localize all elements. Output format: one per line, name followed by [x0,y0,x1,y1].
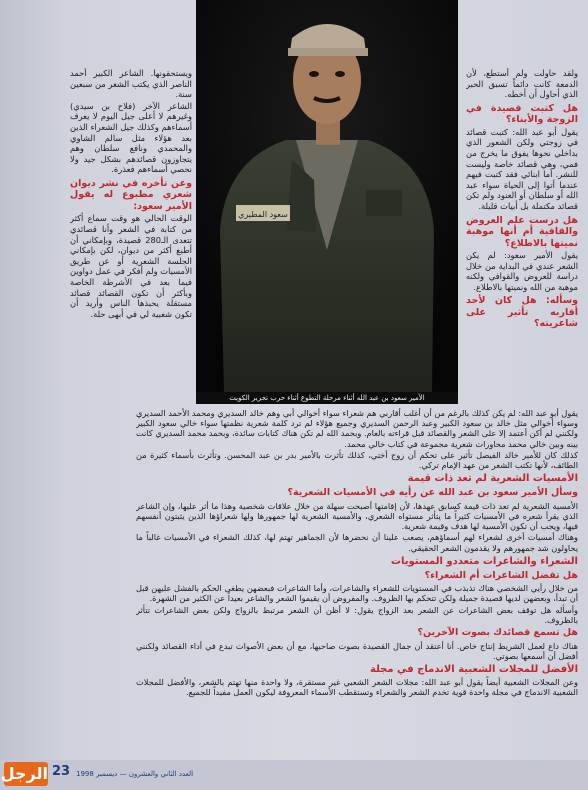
portrait-photo [196,0,458,392]
body-heading-2: الشعراء والشاعرات متعددو المستويات [390,555,578,567]
left-margin [0,0,66,790]
uniform-name-text: سعود المطيري [238,210,288,219]
body-paragraph-7: هناك داع لعمل الشريط إنتاج خاص. أنا أعتقد أن جمال القصيدة بصوت صاحبها، مع أن بعض الأصوات تبدع في أداء القصائد ولكنني أفضل أن أسمعها بصوتي. [136,640,578,661]
body-heading-4: الأفضل للمجلات الشعبية الاندماج في مجلة [370,663,578,675]
right-paragraph-1: ولقد حاولت ولم أستطع، لأن الدمعة كانت دائماً تسبق الحبر الذي أحاول أن أخطه. [466,68,578,100]
photo-caption: الأمير سعود بن عبد الله أثناء مرحلة التطوع أثناء حرب تحرير الكويت [196,392,458,404]
body-heading-1: الأمسيات الشعرية لم تعد ذات قيمة [407,473,578,485]
left-paragraph-1: ويستحقونها. الشاعر الكبير أحمد الناصر الذي يكتب الشعر من سبعين سنة. [70,68,192,100]
right-paragraph-3: يقول الأمير سعود: لم يكن الشعر عندي في البداية من خلال دراسة للعروض والقوافي ولكنه موهبة من الله ونميتها بالاطلاع. [466,250,578,292]
body-subheading-1: وسأل الأمير سعود بن عبد الله عن رأيه في الأمسيات الشعرية؟ [287,487,578,499]
right-text-column [466,68,578,402]
main-article-body [136,408,578,760]
right-paragraph-2: يقول أبو عبد الله: كتبت قصائد في زوجتي ولكن الشعور الذي بداخلي نحوها يفوق ما يخرج من فمي، وهي قصائد خاصة وليست للنشر. أما ابنائي فقد كتبت فيهم عندما أتوا إلى الحياة سواء عبد الله أو سلطان أو العنود ولم تكن قصائد مكتملة بل أبيات قليلة. [466,126,578,211]
body-paragraph-1: يقول أبو عبد الله: لم يكن كذلك بالرغم من أن أغلب أقاربي هم شعراء سواء أخوالي أبي وهم خالد السديري ومحمد الأحمد السديري وسواء أخوالي مثل خالد بن سعود الكبير وعبد الرحمن السديري وجميع هؤلاء لم ترد كلمة شعرية نظمتها سواء خالي سعود الكبير ولكنني لم أكن أعتمد إلا على الشعر والقصائد قبل قراءته بالعام. وبحمد الله لم تكن هناك كتابات سائدة، وبحمد محمد السديري كانت بينه وبين خالي محمد محاورات شعرية مجموعة في كتاب خالي محمد. [136,408,578,449]
body-paragraph-3: الأمسية الشعرية لم تعد ذات قيمة كسابق عهدها، لأن إقامتها أصبحت سهلة من خلال علاقات شخصية وهذا ما أثر عليها، وإن الشاعر الذي يقرأ شعره في الأمسيات كثيراً ما يتأثر مستواه الشعري، والأمسية الشعرية لها جمهورها ولها شعراؤها الذين يثبتون أنفسهم فيها، ويجب أن تكون الأمسية لها هدف وقيمة شعرية. [136,500,578,532]
right-heading-3: وسأله: هل كان لأحد أقاربه تأثير على شاعريته؟ [466,295,578,330]
right-heading-1: هل كتبت قصيدة في الزوجة والأبناء؟ [466,102,578,126]
left-text-column [70,68,192,402]
body-heading-3: هل تسمع قصائدك بصوت الآخرين؟ [417,627,578,639]
left-paragraph-3: الوقت الحالي هو وقت سماع أكثر من كتابة في الشعر وأنا قصائدي تتعدى الـ280 قصيدة، وبإمكاني أن أطبع أكثر من ديوان، لكن بإمكاني الجلسة الشعرية أو عن طريق الأمسيات ولم أفكر في عمل دواوين فيما بعد في الأشرطة الخاصة وبأكثر أن تكون القصائد قصائد مستقلة يحبذها الناس وأريد أن تكون شعبية لي في أبهى حلة. [70,213,192,319]
left-heading: وعن تأخره في نشر ديوان شعري مطبوع له يقول الأمير سعود: [70,177,192,212]
issue-line: العدد الثاني والعشرون — ديسمبر 1998 [76,770,194,778]
right-heading-2: هل درست علم العروض والقافية أم أنها موهبة نميتها بالاطلاع؟ [466,214,578,249]
left-paragraph-2: الشاعر الآخر (فلاح بن سيدي) وغيرهم لا أعلى جيل اليوم لا يعرف أسماءهم وكذلك جيل الشعراء الذين بعد هؤلاء مثل سالم الشاوي والمحمدي ونافع سلطان وهم يتجاوزون قصائدهم بشكل جيد ولا نحصي أسماءهم فعذرة. [70,100,192,175]
body-paragraph-4: وهناك أمسيات أخرى لشعراء لهم أسماؤهم، يصعب علينا أن نحضرها لأن الجماهير تهتم لها، كذلك الشعراء في الأمسيات غالباً ما يحاولون شد جمهورهم ولا يقدمون الشعر الحقيقي. [136,532,578,553]
body-paragraph-5: من خلال رأيي الشخصي هناك تذبذب في المستويات للشعراء والشاعرات، وأما الشاعرات فبعضهن يطغى الحكم بالفشل عليهن قبل أن تبدأ، وبعضهن لديها قصيدة جميلة ولكن تتحكم بها الظروف. والمفروض أن يقيموا الشعر والشاعر بعيداً عن الكثير من الشهرة. [136,583,578,604]
body-subheading-2: هل تفضل الشاعرات أم الشعراء؟ [424,569,578,581]
body-paragraph-2: كذلك كان للأمير خالد الفيصل تأثير على تحكم أن زوج أختي، كذلك تأثرت بالأمير بدر بن عبد المحسن. وتأثرت بأسماء كثيرة من الطائف، لأنها تكتب الشعر من عهد الإمام تركي. [136,449,578,471]
page-number: 23 [52,764,71,779]
body-paragraph-6: وأسأله هل توقف بعض الشاعرات عن الشعر بعد الزواج يقول: لا أظن أن الشعر مرتبط بالزواج ولكن بعض الشاعرات تتأثر بالظروف. [136,604,578,625]
portrait-illustration [196,0,458,392]
magazine-logo: الرجل [4,762,48,786]
body-paragraph-8: وعن المجلات الشعبية أيضاً يقول أبو عبد الله: مجلات الشعر الشعبي غير مستقرة، ولا واحدة منها تهتم بالشعر، والأفضل للمجلات الشعبية الاندماج في مجلة واحدة قوية تخدم الشعر والشعراء وتستقطب الأسماء المعروفة ليكون العمل مفيداً للجميع. [136,676,578,698]
